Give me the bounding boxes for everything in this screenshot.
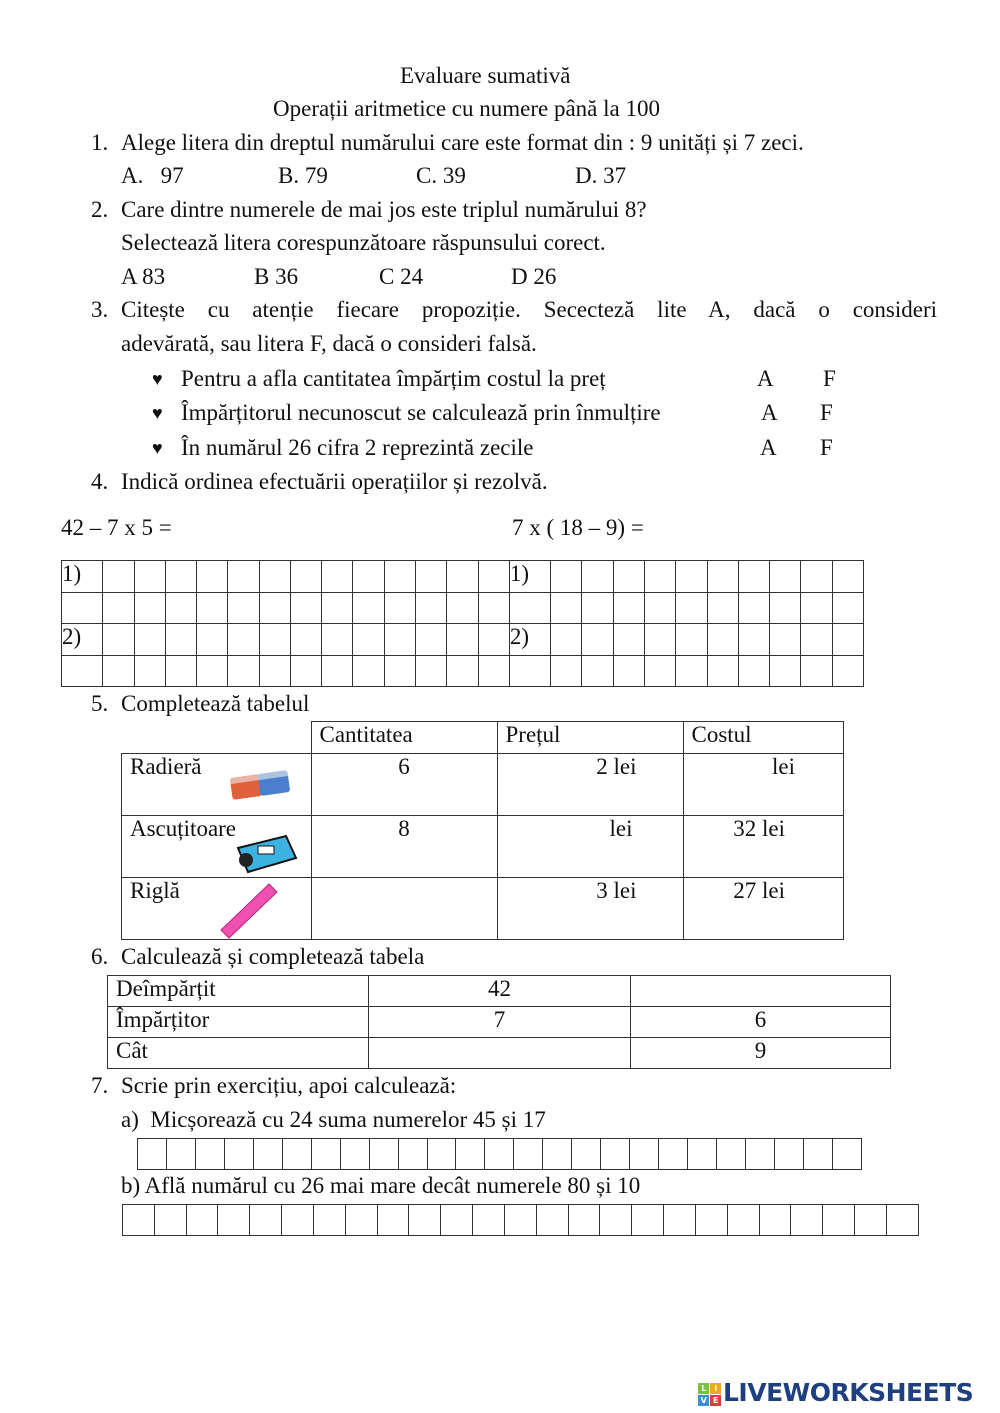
- price-cell[interactable]: lei: [497, 816, 683, 878]
- header-quantity: Cantitatea: [311, 722, 497, 754]
- grid-cell[interactable]: [478, 655, 509, 687]
- grid-cell[interactable]: [384, 624, 415, 656]
- grid-cell[interactable]: [832, 561, 863, 593]
- grid-cell[interactable]: [165, 655, 196, 687]
- answer-false[interactable]: F: [823, 366, 836, 391]
- grid-cell[interactable]: [832, 624, 863, 656]
- q3-text: adevărată, sau litera F, dacă o consideri falsă.: [121, 331, 537, 356]
- grid-cell[interactable]: [228, 655, 259, 687]
- grid-cell[interactable]: [855, 1205, 887, 1236]
- answer-true[interactable]: A: [760, 435, 777, 460]
- heart-bullet-icon: ♥: [152, 438, 163, 458]
- grid-cell[interactable]: [746, 1139, 775, 1170]
- step-label[interactable]: 2): [509, 624, 550, 656]
- grid-cell[interactable]: [416, 655, 447, 687]
- q2-number: 2.: [91, 197, 109, 222]
- grid-cell[interactable]: [416, 624, 447, 656]
- grid-cell[interactable]: [478, 592, 509, 624]
- grid-cell[interactable]: [353, 592, 384, 624]
- grid-cell[interactable]: [582, 592, 613, 624]
- grid-cell[interactable]: [228, 592, 259, 624]
- grid-cell[interactable]: [551, 655, 582, 687]
- grid-cell[interactable]: [727, 1205, 759, 1236]
- grid-cell[interactable]: [676, 561, 707, 593]
- answer-false[interactable]: F: [820, 400, 833, 425]
- grid-cell[interactable]: [613, 655, 644, 687]
- q1-option[interactable]: B. 79: [278, 163, 328, 188]
- grid-cell[interactable]: [138, 1139, 167, 1170]
- grid-cell[interactable]: [369, 1139, 398, 1170]
- grid-cell[interactable]: [688, 1139, 717, 1170]
- grid-cell[interactable]: [707, 592, 738, 624]
- grid-cell[interactable]: [582, 655, 613, 687]
- item-name: Ascuțitoare: [130, 816, 237, 841]
- step-label[interactable]: 1): [62, 561, 103, 593]
- grid-cell[interactable]: [509, 592, 550, 624]
- grid-cell[interactable]: [409, 1205, 441, 1236]
- grid-cell[interactable]: [707, 655, 738, 687]
- value-cell[interactable]: 42: [369, 976, 631, 1007]
- grid-cell[interactable]: [644, 592, 675, 624]
- grid-cell[interactable]: [832, 592, 863, 624]
- q5-text: Completează tabelul: [121, 691, 310, 716]
- grid-cell[interactable]: [250, 1205, 282, 1236]
- grid-cell[interactable]: [259, 624, 290, 656]
- grid-cell[interactable]: [228, 561, 259, 593]
- heart-bullet-icon: ♥: [152, 403, 163, 423]
- q7a-text: a) Micșorează cu 24 suma numerelor 45 și 17: [121, 1107, 546, 1132]
- q7b-answer-grid[interactable]: [122, 1204, 919, 1236]
- item-name: Radieră: [130, 754, 202, 779]
- grid-cell[interactable]: [832, 1139, 861, 1170]
- grid-cell[interactable]: [134, 655, 165, 687]
- quantity-cell[interactable]: 6: [311, 754, 497, 816]
- grid-cell[interactable]: [801, 655, 832, 687]
- grid-cell[interactable]: [801, 592, 832, 624]
- value-cell[interactable]: [369, 1038, 631, 1069]
- grid-cell[interactable]: [478, 561, 509, 593]
- grid-cell[interactable]: [676, 624, 707, 656]
- grid-cell[interactable]: [134, 592, 165, 624]
- grid-cell[interactable]: [290, 561, 321, 593]
- grid-cell[interactable]: [218, 1205, 250, 1236]
- grid-cell[interactable]: [447, 655, 478, 687]
- q4-text: Indică ordinea efectuării operațiilor și rezolvă.: [121, 469, 548, 494]
- grid-cell[interactable]: [770, 561, 801, 593]
- grid-cell[interactable]: [514, 1139, 543, 1170]
- grid-cell[interactable]: [322, 561, 353, 593]
- row-label: Cât: [108, 1038, 369, 1069]
- q4-answer-grid[interactable]: [61, 560, 864, 687]
- q5-number: 5.: [91, 691, 109, 716]
- grid-cell[interactable]: [770, 624, 801, 656]
- grid-cell[interactable]: [447, 624, 478, 656]
- grid-cell[interactable]: [62, 592, 103, 624]
- grid-cell[interactable]: [536, 1205, 568, 1236]
- grid-cell[interactable]: [165, 592, 196, 624]
- q1-text: Alege litera din dreptul numărului care este format din : 9 unități și 7 zeci.: [121, 130, 804, 155]
- grid-cell[interactable]: [644, 624, 675, 656]
- q2-option[interactable]: D 26: [511, 264, 557, 289]
- q2-option[interactable]: B 36: [254, 264, 299, 289]
- grid-cell[interactable]: [823, 1205, 855, 1236]
- grid-cell[interactable]: [832, 655, 863, 687]
- cost-cell[interactable]: 32 lei: [683, 816, 844, 878]
- grid-cell[interactable]: [384, 561, 415, 593]
- q5-table: [121, 721, 844, 940]
- grid-cell[interactable]: [228, 624, 259, 656]
- title: Evaluare sumativă: [400, 63, 571, 88]
- grid-cell[interactable]: [441, 1205, 473, 1236]
- q3-number: 3.: [91, 297, 109, 322]
- grid-cell[interactable]: [282, 1139, 311, 1170]
- grid-cell[interactable]: [353, 655, 384, 687]
- q3-statement: Pentru a afla cantitatea împărțim costul la preț: [181, 366, 606, 391]
- grid-cell[interactable]: [322, 624, 353, 656]
- value-cell[interactable]: [631, 976, 891, 1007]
- answer-false[interactable]: F: [820, 435, 833, 460]
- grid-cell[interactable]: [134, 624, 165, 656]
- sharpener-icon: [232, 830, 300, 878]
- grid-cell[interactable]: [427, 1139, 456, 1170]
- grid-cell[interactable]: [676, 592, 707, 624]
- answer-true[interactable]: A: [757, 366, 774, 391]
- header-cost: Costul: [683, 722, 844, 754]
- grid-cell[interactable]: [259, 592, 290, 624]
- grid-cell[interactable]: [738, 655, 769, 687]
- q1-option[interactable]: A. 97: [121, 163, 184, 188]
- grid-cell[interactable]: [134, 561, 165, 593]
- grid-cell[interactable]: [322, 655, 353, 687]
- grid-cell[interactable]: [738, 561, 769, 593]
- grid-cell[interactable]: [282, 1205, 314, 1236]
- grid-cell[interactable]: [791, 1205, 823, 1236]
- grid-cell[interactable]: [801, 561, 832, 593]
- row-label: Deîmpărțit: [108, 976, 369, 1007]
- grid-cell[interactable]: [738, 592, 769, 624]
- step-label[interactable]: 2): [62, 624, 103, 656]
- q7b-text: b) Află numărul cu 26 mai mare decât numerele 80 și 10: [121, 1173, 641, 1198]
- q7-text: Scrie prin exercițiu, apoi calculează:: [121, 1073, 457, 1098]
- grid-cell[interactable]: [103, 561, 134, 593]
- grid-cell[interactable]: [353, 624, 384, 656]
- grid-cell[interactable]: [664, 1205, 696, 1236]
- grid-cell[interactable]: [259, 561, 290, 593]
- grid-cell[interactable]: [197, 624, 228, 656]
- grid-cell[interactable]: [345, 1205, 377, 1236]
- grid-cell[interactable]: [197, 655, 228, 687]
- live-blocks-icon: L I V E: [698, 1383, 721, 1406]
- grid-cell[interactable]: [398, 1139, 427, 1170]
- value-cell[interactable]: 6: [631, 1007, 891, 1038]
- grid-cell[interactable]: [384, 592, 415, 624]
- grid-cell[interactable]: [224, 1139, 253, 1170]
- grid-cell[interactable]: [582, 561, 613, 593]
- grid-cell[interactable]: [416, 561, 447, 593]
- answer-true[interactable]: A: [761, 400, 778, 425]
- q7a-answer-grid[interactable]: [137, 1138, 862, 1170]
- grid-cell[interactable]: [154, 1205, 186, 1236]
- header-price: Prețul: [497, 722, 683, 754]
- grid-cell[interactable]: [659, 1139, 688, 1170]
- price-cell[interactable]: 2 lei: [497, 754, 683, 816]
- q2-option[interactable]: A 83: [121, 264, 166, 289]
- grid-cell[interactable]: [504, 1205, 536, 1236]
- q3-statement: Împărțitorul necunoscut se calculează prin înmulțire: [181, 400, 661, 425]
- q3-text: Citește cu atenție fiecare propoziție. Sececteză lite A, dacă o consideri: [121, 297, 937, 322]
- value-cell[interactable]: 7: [369, 1007, 631, 1038]
- grid-cell[interactable]: [313, 1205, 345, 1236]
- row-label: Împărțitor: [108, 1007, 369, 1038]
- grid-cell[interactable]: [165, 624, 196, 656]
- grid-cell[interactable]: [123, 1205, 155, 1236]
- grid-cell[interactable]: [630, 1139, 659, 1170]
- grid-cell[interactable]: [572, 1139, 601, 1170]
- q2-text: Selectează litera corespunzătoare răspunsului corect.: [121, 230, 606, 255]
- grid-cell[interactable]: [676, 655, 707, 687]
- grid-cell[interactable]: [259, 655, 290, 687]
- grid-cell[interactable]: [103, 592, 134, 624]
- grid-cell[interactable]: [551, 592, 582, 624]
- grid-cell[interactable]: [707, 561, 738, 593]
- expression-1: 42 – 7 x 5 =: [61, 515, 172, 540]
- price-cell[interactable]: 3 lei: [497, 878, 683, 940]
- grid-cell[interactable]: [195, 1139, 224, 1170]
- q1-number: 1.: [91, 130, 109, 155]
- grid-cell[interactable]: [707, 624, 738, 656]
- grid-cell[interactable]: [582, 624, 613, 656]
- grid-cell[interactable]: [759, 1205, 791, 1236]
- grid-cell[interactable]: [186, 1205, 218, 1236]
- grid-cell[interactable]: [543, 1139, 572, 1170]
- grid-cell[interactable]: [290, 655, 321, 687]
- grid-cell[interactable]: [311, 1139, 340, 1170]
- grid-cell[interactable]: [447, 561, 478, 593]
- grid-cell[interactable]: [801, 624, 832, 656]
- grid-cell[interactable]: [165, 561, 196, 593]
- quantity-cell[interactable]: [311, 878, 497, 940]
- grid-cell[interactable]: [717, 1139, 746, 1170]
- grid-cell[interactable]: [62, 655, 103, 687]
- quantity-cell[interactable]: 8: [311, 816, 497, 878]
- cost-cell[interactable]: lei: [683, 754, 844, 816]
- expression-2: 7 x ( 18 – 9) =: [512, 515, 644, 540]
- grid-cell[interactable]: [384, 655, 415, 687]
- q6-table: [107, 975, 891, 1069]
- grid-cell[interactable]: [568, 1205, 600, 1236]
- grid-cell[interactable]: [456, 1139, 485, 1170]
- liveworksheets-logo: L I V E LIVEWORKSHEETS: [698, 1378, 973, 1407]
- eraser-icon: [227, 766, 293, 804]
- grid-cell[interactable]: [770, 655, 801, 687]
- grid-cell[interactable]: [290, 592, 321, 624]
- grid-cell[interactable]: [322, 592, 353, 624]
- grid-cell[interactable]: [197, 592, 228, 624]
- heart-bullet-icon: ♥: [152, 369, 163, 389]
- grid-cell[interactable]: [738, 624, 769, 656]
- grid-cell[interactable]: [695, 1205, 727, 1236]
- q6-number: 6.: [91, 944, 109, 969]
- grid-cell[interactable]: [478, 624, 509, 656]
- grid-cell[interactable]: [644, 561, 675, 593]
- grid-cell[interactable]: [644, 655, 675, 687]
- q3-statement: În numărul 26 cifra 2 reprezintă zecile: [181, 435, 534, 460]
- grid-cell[interactable]: [600, 1205, 632, 1236]
- q2-text: Care dintre numerele de mai jos este triplul numărului 8?: [121, 197, 647, 222]
- grid-cell[interactable]: [197, 561, 228, 593]
- grid-cell[interactable]: [601, 1139, 630, 1170]
- grid-cell[interactable]: [340, 1139, 369, 1170]
- grid-cell[interactable]: [103, 624, 134, 656]
- cost-cell[interactable]: 27 lei: [683, 878, 844, 940]
- grid-cell[interactable]: [613, 561, 644, 593]
- grid-cell[interactable]: [509, 655, 550, 687]
- grid-cell[interactable]: [613, 592, 644, 624]
- grid-cell[interactable]: [551, 561, 582, 593]
- q7-number: 7.: [91, 1073, 109, 1098]
- grid-cell[interactable]: [416, 592, 447, 624]
- grid-cell[interactable]: [803, 1139, 832, 1170]
- q6-text: Calculează și completează tabela: [121, 944, 425, 969]
- grid-cell[interactable]: [770, 592, 801, 624]
- grid-cell[interactable]: [473, 1205, 505, 1236]
- grid-cell[interactable]: [774, 1139, 803, 1170]
- grid-cell[interactable]: [447, 592, 478, 624]
- grid-cell[interactable]: [103, 655, 134, 687]
- grid-cell[interactable]: [485, 1139, 514, 1170]
- q4-number: 4.: [91, 469, 109, 494]
- q2-option[interactable]: C 24: [379, 264, 424, 289]
- grid-cell[interactable]: [613, 624, 644, 656]
- grid-cell[interactable]: [886, 1205, 918, 1236]
- value-cell[interactable]: 9: [631, 1038, 891, 1069]
- subtitle: Operații aritmetice cu numere până la 100: [273, 96, 660, 121]
- grid-cell[interactable]: [166, 1139, 195, 1170]
- item-name: Riglă: [130, 878, 180, 903]
- grid-cell[interactable]: [353, 561, 384, 593]
- grid-cell[interactable]: [632, 1205, 664, 1236]
- step-label[interactable]: 1): [509, 561, 550, 593]
- q1-option[interactable]: D. 37: [575, 163, 627, 188]
- ruler-icon: [217, 880, 279, 940]
- grid-cell[interactable]: [253, 1139, 282, 1170]
- q1-option[interactable]: C. 39: [416, 163, 466, 188]
- grid-cell[interactable]: [551, 624, 582, 656]
- grid-cell[interactable]: [377, 1205, 409, 1236]
- grid-cell[interactable]: [290, 624, 321, 656]
